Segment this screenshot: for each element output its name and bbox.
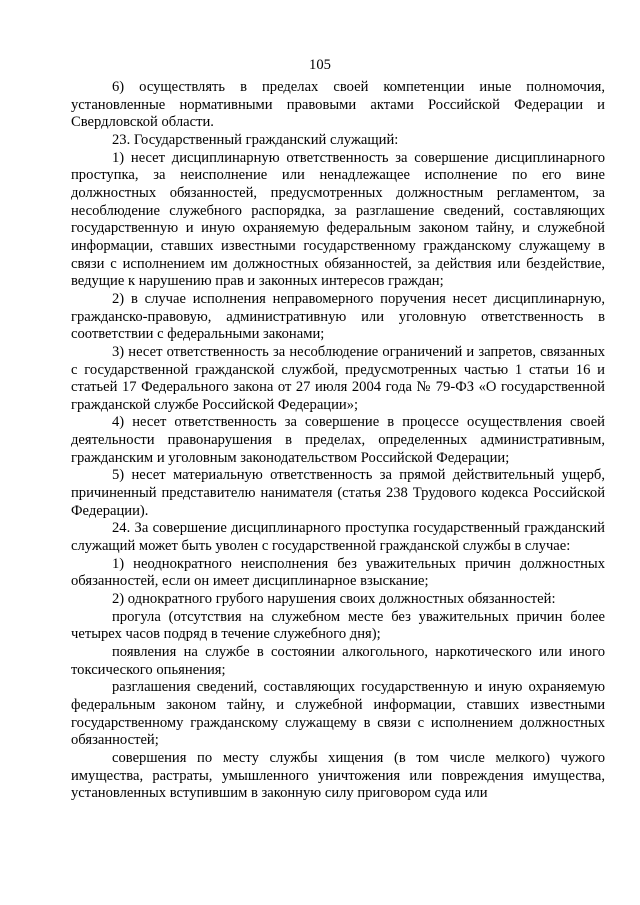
paragraph: 23. Государственный гражданский служащий:: [112, 131, 399, 148]
paragraph: 6) осуществлять в пределах своей компетенции иные полномочия, установленные нормативными правовыми актами Российской Федерации и Свердловской области.: [71, 79, 605, 131]
document-body: [71, 79, 605, 803]
paragraph: 2) в случае исполнения неправомерного поручения несет дисциплинарную, гражданско-правовую, административную или уголовную ответственность в соответствии с федеральными законами;: [71, 290, 605, 343]
paragraph: 24. За совершение дисциплинарного проступка государственный гражданский служащий может быть уволен с государственной гражданской службы в случае:: [71, 520, 605, 555]
paragraph: появления на службе в состоянии алкогольного, наркотического или иного токсического опьянения;: [71, 644, 605, 678]
paragraph: 5) несет материальную ответственность за прямой действительный ущерб, причиненный представителю нанимателя (статья 238 Трудового кодекса Российской Федерации).: [71, 467, 605, 519]
paragraph: 2) однократного грубого нарушения своих должностных обязанностей:: [112, 591, 556, 608]
paragraph: 1) неоднократного неисполнения без уважительных причин должностных обязанностей, если он имеет дисциплинарное взыскание;: [71, 555, 605, 590]
paragraph: 3) несет ответственность за несоблюдение ограничений и запретов, связанных с государственной гражданской службой, предусмотренных частью 1 статьи 16 и статьей 17 Федерального закона от 27 июля 2004 года № 79-ФЗ «О государственной гражданской службе Российской Федерации»;: [71, 343, 605, 413]
paragraph: прогула (отсутствия на служебном месте без уважительных причин более четырех часов подряд в течение служебного дня);: [71, 608, 605, 643]
paragraph: разглашения сведений, составляющих государственную и иную охраняемую федеральным законом тайну, и служебной информации, ставших известными государственному гражданскому служащему в связи с исполнением должностных обязанностей;: [71, 679, 605, 749]
page-number: 105: [309, 57, 331, 73]
paragraph: 4) несет ответственность за совершение в процессе осуществления своей деятельности правонарушения в пределах, определенных административным, гражданским и уголовным законодательством Российской Федерации;: [71, 414, 605, 466]
paragraph: 1) несет дисциплинарную ответственность за совершение дисциплинарного проступка, за неисполнение или ненадлежащее исполнение по его вине должностных обязанностей, предусмотренных должностным регламентом, за несоблюдение служебного распорядка, за разглашение сведений, составляющих государственную и иную охраняемую федеральным законом тайну, и служебной информации, ставших известными государственному гражданскому служащему в связи с исполнением им должностных обязанностей, за действия или бездействие, ведущие к нарушению прав и законных интересов граждан;: [71, 149, 605, 290]
paragraph: совершения по месту службы хищения (в том числе мелкого) чужого имущества, растраты, умышленного уничтожения или повреждения имущества, установленных вступившим в законную силу приговором суда или: [71, 749, 605, 802]
